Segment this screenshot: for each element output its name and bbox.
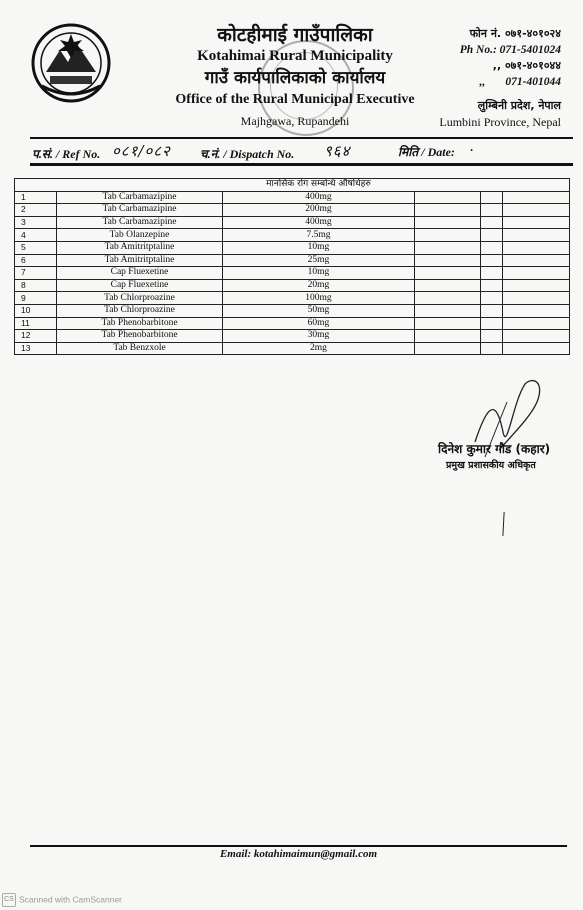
row-sn: 12 bbox=[15, 330, 57, 343]
row-medicine-name: Tab Carbamazipine bbox=[57, 204, 223, 217]
row-strength: 400mg bbox=[223, 191, 415, 204]
row-medicine-name: Tab Phenobarbitone bbox=[57, 330, 223, 343]
row-empty-cell bbox=[415, 330, 481, 343]
row-empty-cell bbox=[415, 317, 481, 330]
table-row bbox=[15, 241, 570, 254]
row-empty-cell bbox=[415, 216, 481, 229]
dispatch-label: च.नं. / Dispatch No. bbox=[200, 147, 295, 161]
reference-rule bbox=[30, 163, 573, 166]
row-medicine-name: Cap Fluexetine bbox=[57, 267, 223, 280]
date-value: · bbox=[470, 143, 473, 157]
row-strength: 7.5mg bbox=[223, 229, 415, 242]
row-empty-cell bbox=[481, 267, 503, 280]
table-row bbox=[15, 204, 570, 217]
table-row bbox=[15, 267, 570, 280]
scanner-text: Scanned with CamScanner bbox=[19, 894, 123, 905]
row-empty-cell bbox=[503, 267, 570, 280]
office-name-en: Office of the Rural Municipal Executive bbox=[175, 92, 415, 107]
row-medicine-name: Tab Phenobarbitone bbox=[57, 317, 223, 330]
row-medicine-name: Tab Carbamazipine bbox=[57, 216, 223, 229]
table-row bbox=[15, 254, 570, 267]
medicine-table bbox=[14, 178, 570, 355]
row-sn: 7 bbox=[15, 267, 57, 280]
municipality-name-np: कोटहीमाई गाउँपालिका bbox=[217, 24, 373, 46]
table-row bbox=[15, 317, 570, 330]
row-strength: 2mg bbox=[223, 342, 415, 355]
row-strength: 200mg bbox=[223, 204, 415, 217]
table-row bbox=[15, 342, 570, 355]
footer-email: Email: kotahimaimun@gmail.com bbox=[219, 848, 378, 860]
pen-mark bbox=[502, 512, 504, 536]
province-en: Lumbini Province, Nepal bbox=[439, 115, 561, 129]
table-title-row bbox=[15, 179, 570, 192]
row-sn: 1 bbox=[15, 191, 57, 204]
row-strength: 60mg bbox=[223, 317, 415, 330]
row-sn: 3 bbox=[15, 216, 57, 229]
phone-en-2: ,, 071-401044 bbox=[479, 76, 561, 88]
ref-value: ०८१/०८२ bbox=[112, 142, 171, 160]
row-empty-cell bbox=[503, 204, 570, 217]
row-empty-cell bbox=[415, 241, 481, 254]
row-empty-cell bbox=[415, 304, 481, 317]
row-empty-cell bbox=[503, 191, 570, 204]
row-sn: 8 bbox=[15, 279, 57, 292]
row-strength: 100mg bbox=[223, 292, 415, 305]
date-label: मिति / Date: bbox=[398, 145, 455, 159]
row-empty-cell bbox=[481, 229, 503, 242]
row-medicine-name: Tab Amitritptaline bbox=[57, 254, 223, 267]
row-strength: 25mg bbox=[223, 254, 415, 267]
phone-np-2: ,, ०७१-४०१०४४ bbox=[492, 59, 561, 72]
municipality-emblem bbox=[30, 22, 112, 104]
row-medicine-name: Tab Benzxole bbox=[57, 342, 223, 355]
table-title: मानसिक रोग सम्बन्धि औषधिहरु bbox=[223, 179, 415, 192]
row-strength: 20mg bbox=[223, 279, 415, 292]
scanner-watermark bbox=[2, 893, 122, 907]
row-strength: 10mg bbox=[223, 267, 415, 280]
row-sn: 9 bbox=[15, 292, 57, 305]
row-empty-cell bbox=[503, 254, 570, 267]
row-empty-cell bbox=[415, 279, 481, 292]
row-empty-cell bbox=[503, 229, 570, 242]
row-empty-cell bbox=[481, 292, 503, 305]
row-empty-cell bbox=[503, 292, 570, 305]
municipality-name-en: Kotahimai Rural Municipality bbox=[197, 48, 393, 64]
row-empty-cell bbox=[481, 191, 503, 204]
dispatch-value: ९६४ bbox=[324, 142, 351, 160]
row-empty-cell bbox=[503, 304, 570, 317]
row-sn: 2 bbox=[15, 204, 57, 217]
row-empty-cell bbox=[415, 254, 481, 267]
row-empty-cell bbox=[503, 216, 570, 229]
row-sn: 13 bbox=[15, 342, 57, 355]
row-medicine-name: Tab Chlorproazine bbox=[57, 292, 223, 305]
row-empty-cell bbox=[481, 216, 503, 229]
table-row bbox=[15, 191, 570, 204]
row-strength: 10mg bbox=[223, 241, 415, 254]
contact-block bbox=[411, 26, 561, 130]
office-address: Majhgawa, Rupandehi bbox=[240, 114, 350, 128]
row-medicine-name: Tab Olanzepine bbox=[57, 229, 223, 242]
row-empty-cell bbox=[415, 229, 481, 242]
table-row bbox=[15, 279, 570, 292]
signatory-name: दिनेश कुमार गौड (कहार) bbox=[438, 442, 551, 456]
row-empty-cell bbox=[503, 342, 570, 355]
row-empty-cell bbox=[503, 279, 570, 292]
row-empty-cell bbox=[415, 204, 481, 217]
row-empty-cell bbox=[481, 204, 503, 217]
province-np: लुम्बिनी प्रदेश, नेपाल bbox=[477, 99, 561, 112]
table-row bbox=[15, 330, 570, 343]
row-strength: 30mg bbox=[223, 330, 415, 343]
table-row bbox=[15, 229, 570, 242]
row-strength: 50mg bbox=[223, 304, 415, 317]
ref-label: प.सं. / Ref No. bbox=[32, 147, 101, 161]
table-row bbox=[15, 304, 570, 317]
row-empty-cell bbox=[415, 191, 481, 204]
row-empty-cell bbox=[415, 342, 481, 355]
row-sn: 6 bbox=[15, 254, 57, 267]
row-empty-cell bbox=[481, 304, 503, 317]
office-name-np: गाउँ कार्यपालिकाको कार्यालय bbox=[204, 68, 386, 88]
reference-row bbox=[32, 143, 572, 163]
camscanner-icon: CS bbox=[2, 893, 16, 907]
row-medicine-name: Tab Chlorproazine bbox=[57, 304, 223, 317]
table-body bbox=[15, 191, 570, 355]
row-medicine-name: Tab Carbamazipine bbox=[57, 191, 223, 204]
row-sn: 4 bbox=[15, 229, 57, 242]
row-strength: 400mg bbox=[223, 216, 415, 229]
row-empty-cell bbox=[481, 330, 503, 343]
header-rule bbox=[30, 137, 573, 139]
table-row bbox=[15, 216, 570, 229]
row-sn: 5 bbox=[15, 241, 57, 254]
table-row bbox=[15, 292, 570, 305]
row-empty-cell bbox=[481, 254, 503, 267]
row-empty-cell bbox=[481, 317, 503, 330]
signatory-designation: प्रमुख प्रशासकीय अधिकृत bbox=[446, 460, 536, 471]
row-sn: 10 bbox=[15, 304, 57, 317]
row-medicine-name: Tab Amitritptaline bbox=[57, 241, 223, 254]
row-empty-cell bbox=[481, 342, 503, 355]
row-empty-cell bbox=[503, 330, 570, 343]
phone-np-1: फोन नं. ०७१-४०१०२४ bbox=[469, 27, 561, 40]
row-empty-cell bbox=[481, 279, 503, 292]
row-empty-cell bbox=[415, 267, 481, 280]
footer-rule bbox=[30, 845, 567, 847]
row-empty-cell bbox=[503, 241, 570, 254]
row-medicine-name: Cap Fluexetine bbox=[57, 279, 223, 292]
letterhead-title-block bbox=[150, 24, 440, 130]
row-empty-cell bbox=[481, 241, 503, 254]
row-empty-cell bbox=[415, 292, 481, 305]
row-empty-cell bbox=[503, 317, 570, 330]
phone-en-1: Ph No.: 071-5401024 bbox=[459, 44, 561, 56]
row-sn: 11 bbox=[15, 317, 57, 330]
